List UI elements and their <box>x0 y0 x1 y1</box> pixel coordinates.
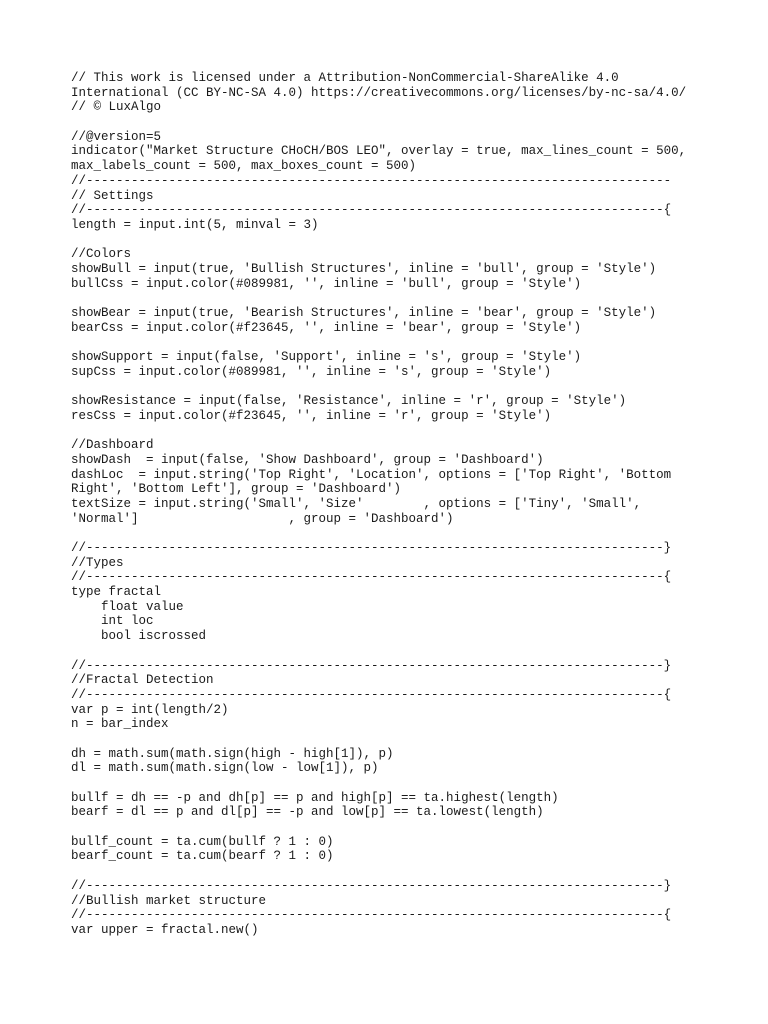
code-line: //-----------------------------------------------------------------------------{ <box>71 570 672 585</box>
code-line: var upper = fractal.new() <box>71 922 259 937</box>
code-line <box>71 291 711 306</box>
code-line: // Settings <box>71 188 154 203</box>
code-line: showBear = input(true, 'Bearish Structures', inline = 'bear', group = 'Style') <box>71 306 657 320</box>
code-line <box>71 776 711 791</box>
code-line: max_labels_count = 500, max_boxes_count = 500) <box>71 159 417 174</box>
code-line: bool iscrossed <box>71 629 207 644</box>
code-line: // © LuxAlgo <box>71 100 162 115</box>
code-line: showBull = input(true, 'Bullish Structures', inline = 'bull', group = 'Style') <box>71 261 657 276</box>
code-line: indicator("Market Structure CHoCH/BOS LEO", overlay = true, max_lines_count = 500, <box>71 144 687 159</box>
code-line <box>71 820 711 835</box>
code-line: showResistance = input(false, 'Resistance', inline = 'r', group = 'Style') <box>71 394 627 409</box>
code-line: bearf_count = ta.cum(bearf ? 1 : 0) <box>71 849 334 864</box>
code-line: Right', 'Bottom Left'], group = 'Dashboard') <box>71 482 402 497</box>
code-line: dashLoc = input.string('Top Right', 'Location', options = ['Top Right', 'Bottom <box>71 467 672 482</box>
code-line <box>71 335 711 350</box>
code-line <box>71 115 711 130</box>
code-line: //Types <box>71 555 124 570</box>
code-line: //------------------------------------------------------------------------------ <box>71 173 672 188</box>
code-line <box>71 644 711 659</box>
code-line: dl = math.sum(math.sign(low - low[1]), p) <box>71 761 379 776</box>
code-line: var p = int(length/2) <box>71 702 229 717</box>
code-line: //-----------------------------------------------------------------------------} <box>71 878 672 893</box>
code-line: //-----------------------------------------------------------------------------{ <box>71 203 672 218</box>
code-line: bearCss = input.color(#f23645, '', inline = 'bear', group = 'Style') <box>71 320 582 335</box>
code-line: //Bullish market structure <box>71 893 267 908</box>
code-line: showDash = input(false, 'Show Dashboard', group = 'Dashboard') <box>71 452 544 467</box>
code-line: //Fractal Detection <box>71 673 214 688</box>
code-line <box>71 864 711 879</box>
code-line: //-----------------------------------------------------------------------------} <box>71 541 672 555</box>
code-line: //@version=5 <box>71 129 162 144</box>
code-line: n = bar_index <box>71 717 169 732</box>
code-line: //-----------------------------------------------------------------------------} <box>71 658 672 673</box>
code-line: //-----------------------------------------------------------------------------{ <box>71 687 672 702</box>
code-line <box>71 732 711 747</box>
code-line: International (CC BY-NC-SA 4.0) https://creativecommons.org/licenses/by-nc-sa/4.0/ <box>71 85 687 100</box>
code-line: //Colors <box>71 247 132 262</box>
code-line <box>71 424 711 439</box>
code-line: bullf = dh == -p and dh[p] == p and high[p] == ta.highest(length) <box>71 790 559 805</box>
code-line <box>71 379 711 394</box>
code-line: float value <box>71 599 184 614</box>
code-line: bullf_count = ta.cum(bullf ? 1 : 0) <box>71 834 334 849</box>
code-line: //-----------------------------------------------------------------------------{ <box>71 908 672 923</box>
code-line: type fractal <box>71 585 162 600</box>
code-block <box>71 71 711 938</box>
code-line: 'Normal'] , group = 'Dashboard') <box>71 511 454 526</box>
code-line: showSupport = input(false, 'Support', inline = 's', group = 'Style') <box>71 350 582 365</box>
code-line: bearf = dl == p and dl[p] == -p and low[p] == ta.lowest(length) <box>71 805 544 820</box>
code-line: // This work is licensed under a Attribution-NonCommercial-ShareAlike 4.0 <box>71 71 619 85</box>
code-line: dh = math.sum(math.sign(high - high[1]), p) <box>71 746 394 761</box>
code-line: int loc <box>71 614 154 629</box>
code-line: resCss = input.color(#f23645, '', inline = 'r', group = 'Style') <box>71 408 552 423</box>
code-line: supCss = input.color(#089981, '', inline = 's', group = 'Style') <box>71 364 552 379</box>
code-line: textSize = input.string('Small', 'Size' , options = ['Tiny', 'Small', <box>71 496 642 511</box>
code-line: //Dashboard <box>71 438 154 453</box>
code-line: length = input.int(5, minval = 3) <box>71 217 319 232</box>
code-line: bullCss = input.color(#089981, '', inline = 'bull', group = 'Style') <box>71 276 582 291</box>
code-line <box>71 526 711 541</box>
code-line <box>71 233 711 248</box>
